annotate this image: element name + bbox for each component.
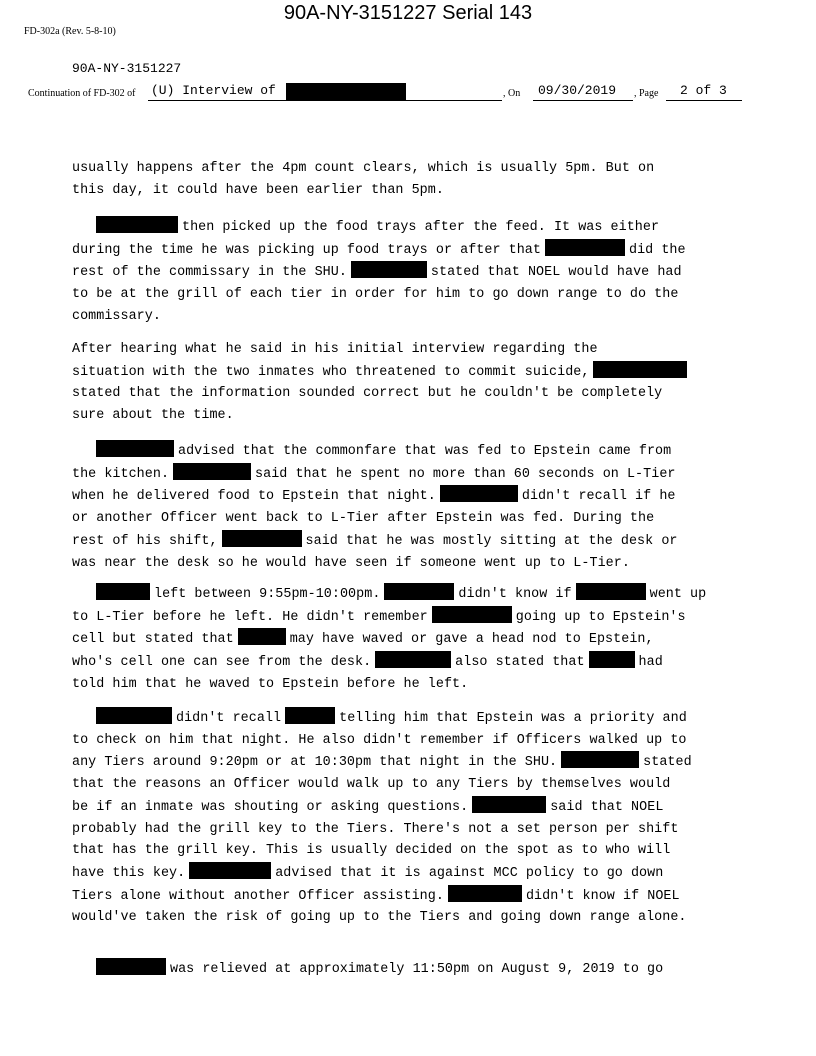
redaction-block [448, 885, 522, 902]
redaction-block [96, 440, 174, 457]
subject-text: (U) Interview of [151, 83, 276, 98]
text-line [72, 463, 752, 486]
line-text: going up to Epstein's [515, 609, 686, 625]
redaction-block [238, 628, 286, 645]
text-line [72, 216, 752, 239]
paragraph [72, 339, 752, 427]
paragraph [72, 216, 752, 328]
text-line [72, 158, 752, 180]
text-line [72, 440, 752, 463]
line-text: stated [643, 755, 692, 771]
text-line [72, 180, 752, 202]
paragraph [72, 583, 752, 696]
line-text: After hearing what he said in his initial interview regarding the [72, 342, 598, 357]
line-text: was relieved at approximately 11:50pm on August 9, 2019 to go [170, 962, 664, 977]
line-text: commissary. [72, 308, 161, 324]
line-text: advised that it is against MCC policy to go down [275, 865, 664, 881]
line-text: probably had the grill key to the Tiers. There's not a set person per shift [72, 821, 679, 837]
redaction-block [375, 651, 451, 668]
text-line [72, 907, 752, 929]
page-underline [666, 100, 742, 101]
subject-underline [148, 100, 502, 101]
redaction-block [96, 583, 150, 600]
line-text: that has the grill key. This is usually decided on the spot as to who will [72, 843, 671, 859]
line-text: said that NOEL [550, 799, 664, 815]
text-line [72, 707, 752, 730]
text-line [72, 958, 752, 981]
line-text: any Tiers around 9:20pm or at 10:30pm that night in the SHU. [72, 755, 558, 771]
continuation-label: Continuation of FD-302 of [28, 88, 136, 99]
line-text: when he delivered food to Epstein that night. [72, 489, 436, 505]
line-text: the kitchen. [72, 466, 170, 482]
line-text: have this key. [72, 865, 186, 881]
line-text: didn't know if [458, 587, 572, 602]
redaction-block [189, 862, 271, 879]
line-text: rest of the commissary in the SHU. [72, 265, 347, 281]
line-text: to check on him that night. He also didn't remember if Officers walked up to [72, 732, 687, 748]
paragraph [72, 958, 752, 981]
line-text: did the [628, 242, 686, 258]
interview-date: 09/30/2019 [538, 83, 617, 98]
redaction-block [173, 463, 251, 480]
line-text: situation with the two inmates who threatened to commit suicide, [72, 364, 590, 380]
serial-title: 90A-NY-3151227 Serial 143 [283, 2, 533, 24]
line-text: who's cell one can see from the desk. [72, 655, 372, 671]
redaction-block [96, 958, 166, 975]
text-line [72, 361, 752, 384]
line-text: had [638, 655, 663, 671]
redaction-block [472, 796, 546, 813]
line-text: said that he spent no more than 60 seconds on L-Tier [255, 466, 676, 482]
line-text: that the reasons an Officer would walk up to any Tiers by themselves would [72, 777, 671, 793]
line-text: stated that the information sounded correct but he couldn't be completely [72, 386, 663, 402]
redaction-block [351, 261, 427, 278]
text-line [72, 796, 752, 819]
text-line [72, 840, 752, 862]
text-line [72, 885, 752, 908]
text-line [72, 651, 752, 674]
paragraph [72, 707, 752, 929]
line-text: left between 9:55pm-10:00pm. [154, 587, 381, 602]
redaction-block [96, 216, 178, 233]
text-line [72, 383, 752, 405]
line-text: sure about the time. [72, 408, 234, 424]
line-text: stated that NOEL would have had [430, 265, 682, 281]
text-line [72, 284, 752, 306]
text-line [72, 819, 752, 841]
redaction-block [384, 583, 454, 600]
text-line [72, 306, 752, 328]
text-line [72, 774, 752, 796]
form-number: FD-302a (Rev. 5-8-10) [24, 26, 116, 37]
text-line [72, 674, 752, 696]
line-text: went up [649, 587, 707, 602]
redaction-block [432, 606, 512, 623]
text-line [72, 508, 752, 530]
line-text: cell but stated that [72, 632, 234, 648]
redaction-block [589, 651, 635, 668]
line-text: also stated that [455, 655, 585, 671]
line-text: didn't recall if he [521, 489, 676, 505]
redaction-block [545, 239, 625, 256]
line-text: this day, it could have been earlier than 5pm. [72, 182, 444, 198]
line-text: didn't recall [176, 711, 282, 726]
line-text: to be at the grill of each tier in order for him to go down range to do the [72, 287, 679, 303]
line-text: then picked up the food trays after the feed. It was either [182, 220, 660, 235]
line-text: told him that he waved to Epstein before he left. [72, 676, 469, 692]
line-text: may have waved or gave a head nod to Epstein, [289, 632, 654, 648]
text-line [72, 751, 752, 774]
text-line [72, 862, 752, 885]
text-line [72, 339, 752, 361]
line-text: rest of his shift, [72, 533, 218, 549]
page-number: 2 of 3 [680, 83, 727, 98]
text-line [72, 405, 752, 427]
text-line [72, 628, 752, 651]
line-text: be if an inmate was shouting or asking questions. [72, 799, 469, 815]
text-line [72, 730, 752, 752]
line-text: to L-Tier before he left. He didn't remember [72, 609, 428, 625]
redaction-block [593, 361, 687, 378]
line-text: during the time he was picking up food trays or after that [72, 242, 541, 258]
text-line [72, 239, 752, 262]
text-line [72, 261, 752, 284]
page-label: , Page [634, 88, 659, 99]
line-text: advised that the commonfare that was fed to Epstein came from [178, 444, 672, 459]
line-text: would've taken the risk of going up to the Tiers and going down range alone. [72, 910, 687, 926]
paragraph [72, 440, 752, 574]
redaction-block [285, 707, 335, 724]
redaction-block [576, 583, 646, 600]
redaction-block [286, 83, 406, 101]
text-line [72, 485, 752, 508]
file-number: 90A-NY-3151227 [72, 61, 182, 76]
line-text: didn't know if NOEL [525, 888, 680, 904]
text-line [72, 553, 752, 575]
paragraph [72, 158, 752, 201]
line-text: or another Officer went back to L-Tier after Epstein was fed. During the [72, 511, 655, 527]
redaction-block [222, 530, 302, 547]
date-underline [533, 100, 633, 101]
on-label: , On [503, 88, 521, 99]
redaction-block [440, 485, 518, 502]
redaction-block [561, 751, 639, 768]
text-line [72, 583, 752, 606]
line-text: was near the desk so he would have seen if someone went up to L-Tier. [72, 555, 630, 571]
text-line [72, 606, 752, 629]
line-text: usually happens after the 4pm count clears, which is usually 5pm. But on [72, 161, 655, 176]
line-text: telling him that Epstein was a priority and [339, 711, 687, 726]
text-line [72, 530, 752, 553]
line-text: Tiers alone without another Officer assisting. [72, 888, 444, 904]
line-text: said that he was mostly sitting at the desk or [305, 533, 678, 549]
redaction-block [96, 707, 172, 724]
